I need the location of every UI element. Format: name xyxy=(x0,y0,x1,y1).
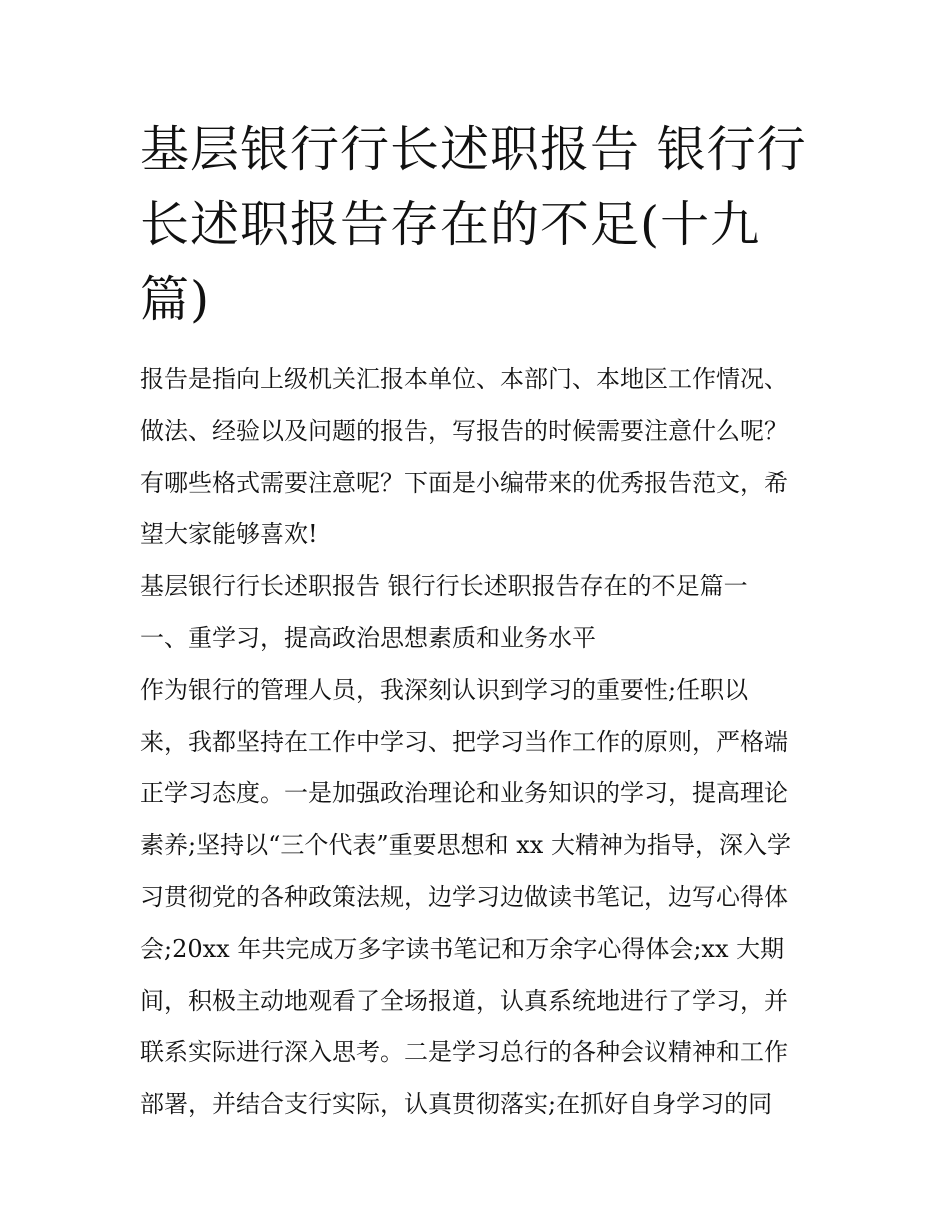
document-body xyxy=(140,354,830,1131)
paragraph-line: 习贯彻党的各种政策法规，边学习边做读书笔记，边写心得体 xyxy=(140,882,788,911)
document-title xyxy=(140,112,820,337)
title-line: 长述职报告存在的不足(十九 xyxy=(140,196,761,253)
paragraph-line: 素养;坚持以“三个代表”重要思想和 xx 大精神为指导，深入学 xyxy=(140,831,791,860)
paragraph-line: 联系实际进行深入思考。二是学习总行的各种会议精神和工作 xyxy=(140,1038,788,1067)
title-line: 篇) xyxy=(140,271,211,328)
intro-line: 报告是指向上级机关汇报本单位、本部门、本地区工作情况、 xyxy=(140,365,788,393)
title-line: 基层银行行长述职报告 银行行 xyxy=(140,121,807,178)
paragraph-line: 正学习态度。一是加强政治理论和业务知识的学习，提高理论 xyxy=(140,779,788,808)
paragraph-line: 作为银行的管理人员，我深刻认识到学习的重要性;任职以 xyxy=(140,675,749,704)
subsection-heading: 一、重学习，提高政治思想素质和业务水平 xyxy=(140,623,596,652)
paragraph-line: 部署，并结合支行实际，认真贯彻落实;在抓好自身学习的同 xyxy=(140,1090,773,1119)
intro-line: 望大家能够喜欢! xyxy=(140,520,318,549)
intro-line: 做法、经验以及问题的报告，写报告的时候需要注意什么呢？ xyxy=(140,416,788,445)
section-heading: 基层银行行长述职报告 银行行长述职报告存在的不足篇一 xyxy=(140,572,748,601)
paragraph-line: 来，我都坚持在工作中学习、把学习当作工作的原则，严格端 xyxy=(140,727,788,756)
paragraph-line: 会;20xx 年共完成万多字读书笔记和万余字心得体会;xx 大期 xyxy=(140,934,785,963)
intro-line: 有哪些格式需要注意呢？下面是小编带来的优秀报告范文，希 xyxy=(140,468,788,497)
paragraph-line: 间，积极主动地观看了全场报道，认真系统地进行了学习，并 xyxy=(140,986,788,1015)
